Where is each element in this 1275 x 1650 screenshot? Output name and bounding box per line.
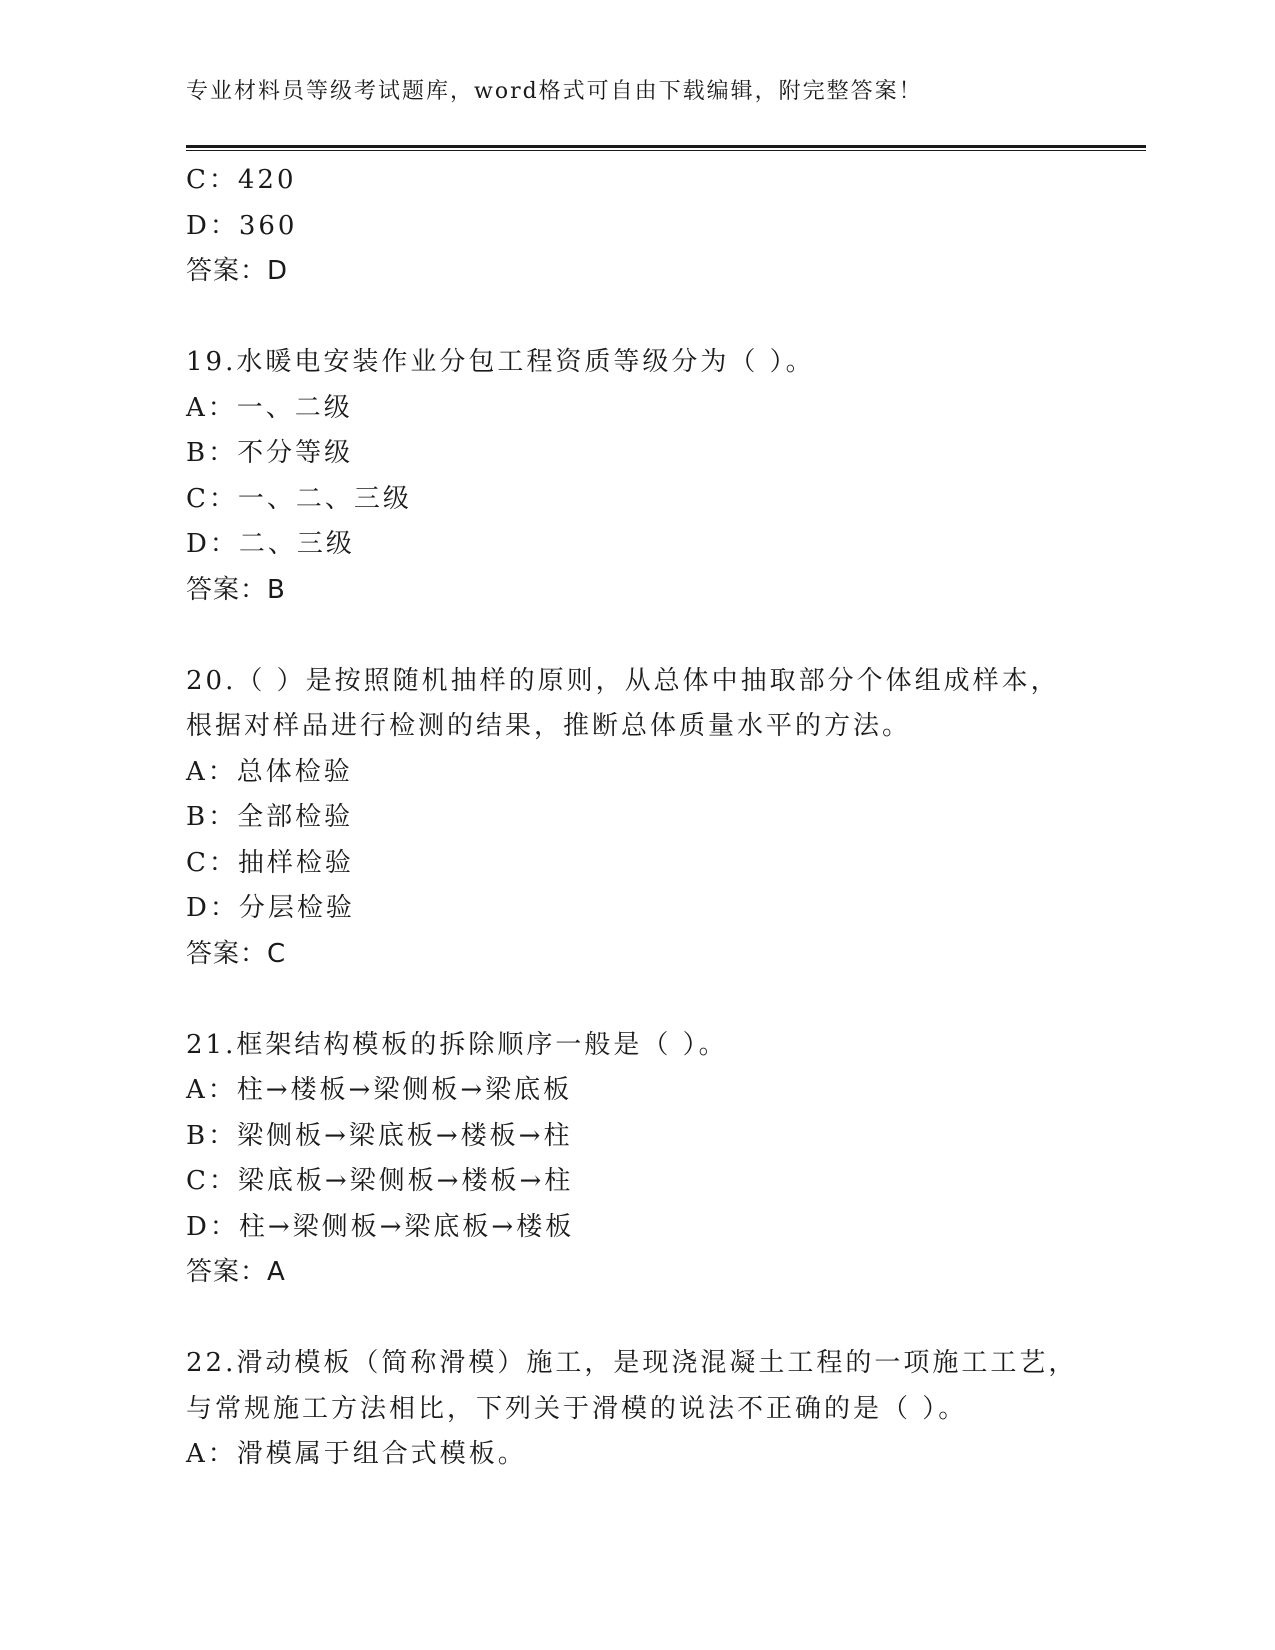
spacer [186,613,1086,659]
spacer [186,977,1086,1023]
answer: 答案：D [186,256,289,286]
option-a: A：一、二级 [186,392,353,423]
question-content [186,158,1086,1478]
page-header: 专业材料员等级考试题库，word格式可自由下载编辑，附完整答案！ [186,79,923,104]
header-rule-thin [186,150,1146,151]
option-d: D：柱→梁侧板→梁底板→楼板 [186,1211,575,1242]
header-rule-thick [186,145,1146,148]
question-22-stem-line-1: 22.滑动模板（简称滑模）施工，是现浇混凝土工程的一项施工工艺， [186,1348,1078,1378]
question-19-stem: 19.水暖电安装作业分包工程资质等级分为（ ）。 [186,347,815,377]
option-c: C：420 [186,165,297,195]
option-a: A：滑模属于组合式模板。 [186,1439,527,1469]
option-c: C：抽样检验 [186,847,354,878]
answer: 答案：A [186,1257,286,1287]
option-d: D：360 [186,210,298,241]
option-c: C：一、二、三级 [186,483,412,514]
option-b: B：不分等级 [186,438,354,468]
spacer [186,295,1086,341]
option-b: B：梁侧板→梁底板→楼板→柱 [186,1120,573,1151]
answer: 答案：C [186,938,287,969]
option-d: D：二、三级 [186,529,355,559]
answer: 答案：B [186,574,286,605]
option-b: B：全部检验 [186,802,354,832]
option-d: D：分层检验 [186,893,355,923]
option-c: C：梁底板→梁侧板→楼板→柱 [186,1166,574,1196]
option-a: A：总体检验 [186,756,353,787]
question-22-stem-line-2: 与常规施工方法相比，下列关于滑模的说法不正确的是（ ）。 [186,1393,968,1424]
question-21-stem: 21.框架结构模板的拆除顺序一般是（ ）。 [186,1029,728,1060]
question-20-stem-line-1: 20.（ ）是按照随机抽样的原则，从总体中抽取部分个体组成样本， [186,665,1060,696]
spacer [186,1296,1086,1342]
question-20-stem-line-2: 根据对样品进行检测的结果，推断总体质量水平的方法。 [186,711,912,741]
option-a: A：柱→楼板→梁侧板→梁底板 [186,1075,573,1105]
